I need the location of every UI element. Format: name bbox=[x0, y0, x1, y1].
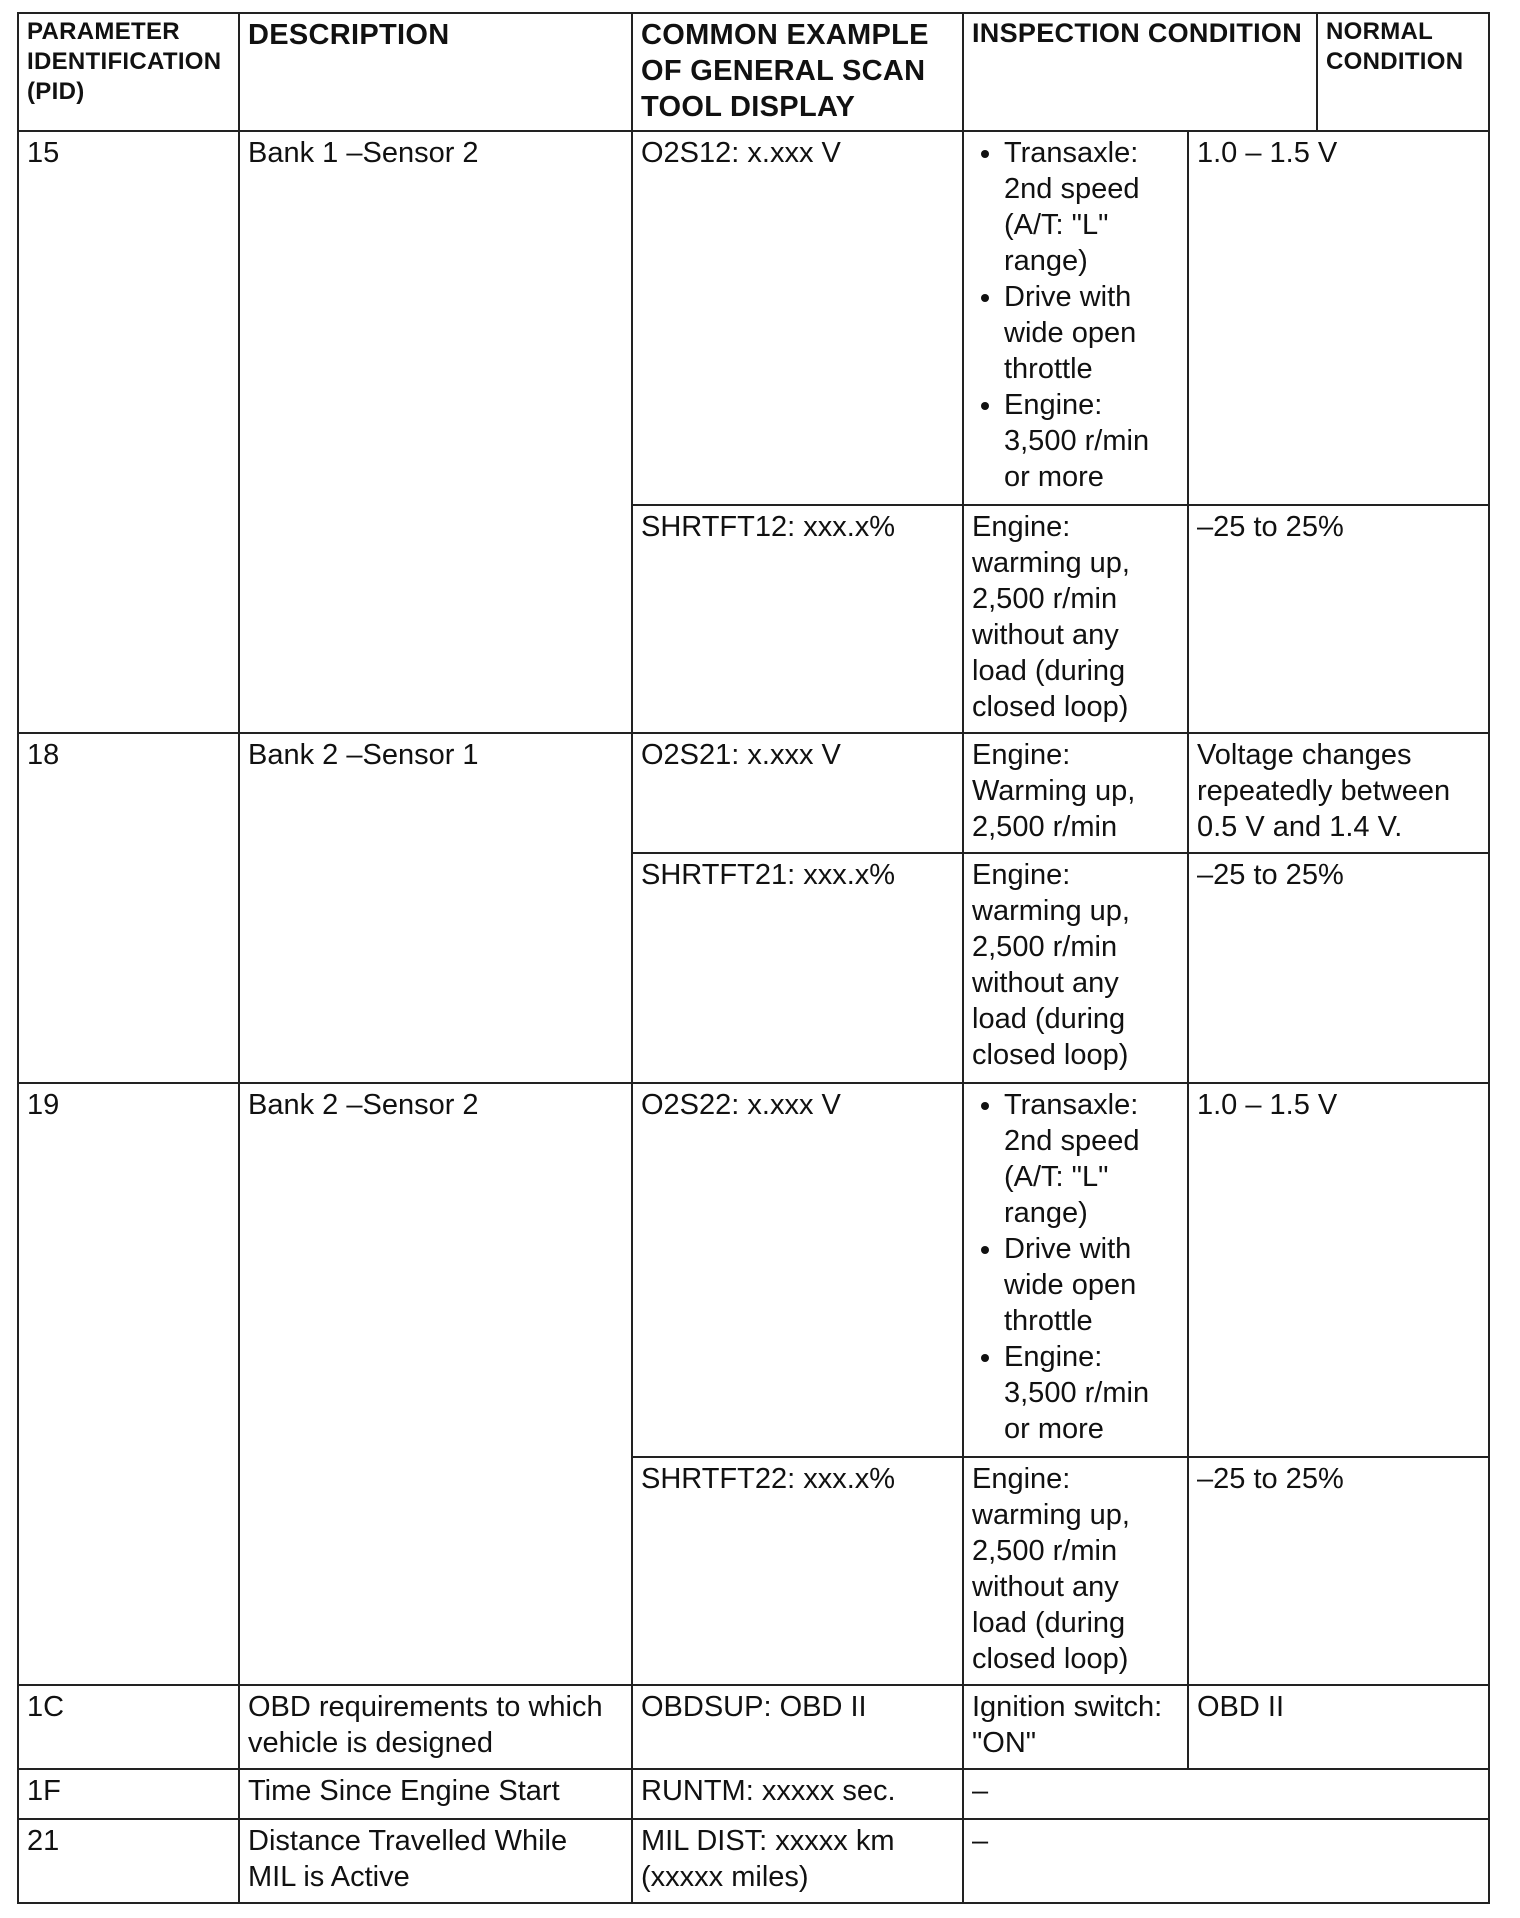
list-item: • Transaxle: 2nd speed (A/T: "L" range) bbox=[1004, 1087, 1179, 1231]
inspection-cell: – bbox=[963, 1819, 1489, 1903]
display-cell: O2S22: x.xxx V bbox=[632, 1083, 963, 1457]
description-cell: OBD requirements to which vehicle is designed bbox=[239, 1685, 632, 1769]
table-row bbox=[18, 1769, 1489, 1819]
list-item: • Drive with wide open throttle bbox=[1004, 279, 1179, 387]
pid-cell: 21 bbox=[18, 1819, 239, 1903]
display-cell: SHRTFT21: xxx.x% bbox=[632, 853, 963, 1083]
table-row bbox=[18, 1819, 1489, 1903]
table-row bbox=[18, 733, 1489, 853]
description-cell: Distance Travelled While MIL is Active bbox=[239, 1819, 632, 1903]
list-item: • Engine: 3,500 r/min or more bbox=[1004, 387, 1179, 495]
display-cell: MIL DIST: xxxxx km (xxxxx miles) bbox=[632, 1819, 963, 1903]
description-cell: Bank 2 –Sensor 1 bbox=[239, 733, 632, 1083]
inspection-cell: Engine: warming up, 2,500 r/min without any load (during closed loop) bbox=[963, 1457, 1188, 1685]
header-inspection: INSPECTION CONDITION bbox=[963, 13, 1317, 131]
description-cell: Time Since Engine Start bbox=[239, 1769, 632, 1819]
table-row bbox=[18, 1083, 1489, 1457]
list-item: • Engine: 3,500 r/min or more bbox=[1004, 1339, 1179, 1447]
header-display: COMMON EXAMPLE OF GENERAL SCAN TOOL DISPLAY bbox=[632, 13, 963, 131]
header-pid: PARAMETER IDENTIFICATION (PID) bbox=[18, 13, 239, 131]
header-row bbox=[18, 13, 1489, 131]
display-cell: SHRTFT22: xxx.x% bbox=[632, 1457, 963, 1685]
description-cell: Bank 2 –Sensor 2 bbox=[239, 1083, 632, 1685]
pid-spec-table bbox=[17, 12, 1490, 1904]
display-cell: SHRTFT12: xxx.x% bbox=[632, 505, 963, 733]
pid-cell: 19 bbox=[18, 1083, 239, 1685]
table-row bbox=[18, 1685, 1489, 1769]
table-row bbox=[18, 131, 1489, 505]
pid-cell: 15 bbox=[18, 131, 239, 733]
list-item: • Drive with wide open throttle bbox=[1004, 1231, 1179, 1339]
display-cell: O2S21: x.xxx V bbox=[632, 733, 963, 853]
normal-cell: 1.0 – 1.5 V bbox=[1188, 131, 1489, 505]
inspection-cell bbox=[963, 131, 1188, 505]
normal-cell: –25 to 25% bbox=[1188, 853, 1489, 1083]
inspection-list bbox=[972, 1087, 1179, 1447]
normal-cell: Voltage changes repeatedly between 0.5 V and 1.4 V. bbox=[1188, 733, 1489, 853]
inspection-list bbox=[972, 135, 1179, 495]
inspection-cell: Engine: Warming up, 2,500 r/min bbox=[963, 733, 1188, 853]
normal-cell: OBD II bbox=[1188, 1685, 1489, 1769]
header-description: DESCRIPTION bbox=[239, 13, 632, 131]
inspection-cell: – bbox=[963, 1769, 1489, 1819]
inspection-cell: Ignition switch: "ON" bbox=[963, 1685, 1188, 1769]
display-cell: RUNTM: xxxxx sec. bbox=[632, 1769, 963, 1819]
normal-cell: –25 to 25% bbox=[1188, 1457, 1489, 1685]
normal-cell: –25 to 25% bbox=[1188, 505, 1489, 733]
display-cell: OBDSUP: OBD II bbox=[632, 1685, 963, 1769]
pid-cell: 1C bbox=[18, 1685, 239, 1769]
description-cell: Bank 1 –Sensor 2 bbox=[239, 131, 632, 733]
display-cell: O2S12: x.xxx V bbox=[632, 131, 963, 505]
header-normal: NORMAL CONDITION bbox=[1317, 13, 1489, 131]
inspection-cell bbox=[963, 1083, 1188, 1457]
normal-cell: 1.0 – 1.5 V bbox=[1188, 1083, 1489, 1457]
list-item: • Transaxle: 2nd speed (A/T: "L" range) bbox=[1004, 135, 1179, 279]
inspection-cell: Engine: warming up, 2,500 r/min without any load (during closed loop) bbox=[963, 853, 1188, 1083]
inspection-cell: Engine: warming up, 2,500 r/min without any load (during closed loop) bbox=[963, 505, 1188, 733]
pid-cell: 1F bbox=[18, 1769, 239, 1819]
pid-cell: 18 bbox=[18, 733, 239, 1083]
